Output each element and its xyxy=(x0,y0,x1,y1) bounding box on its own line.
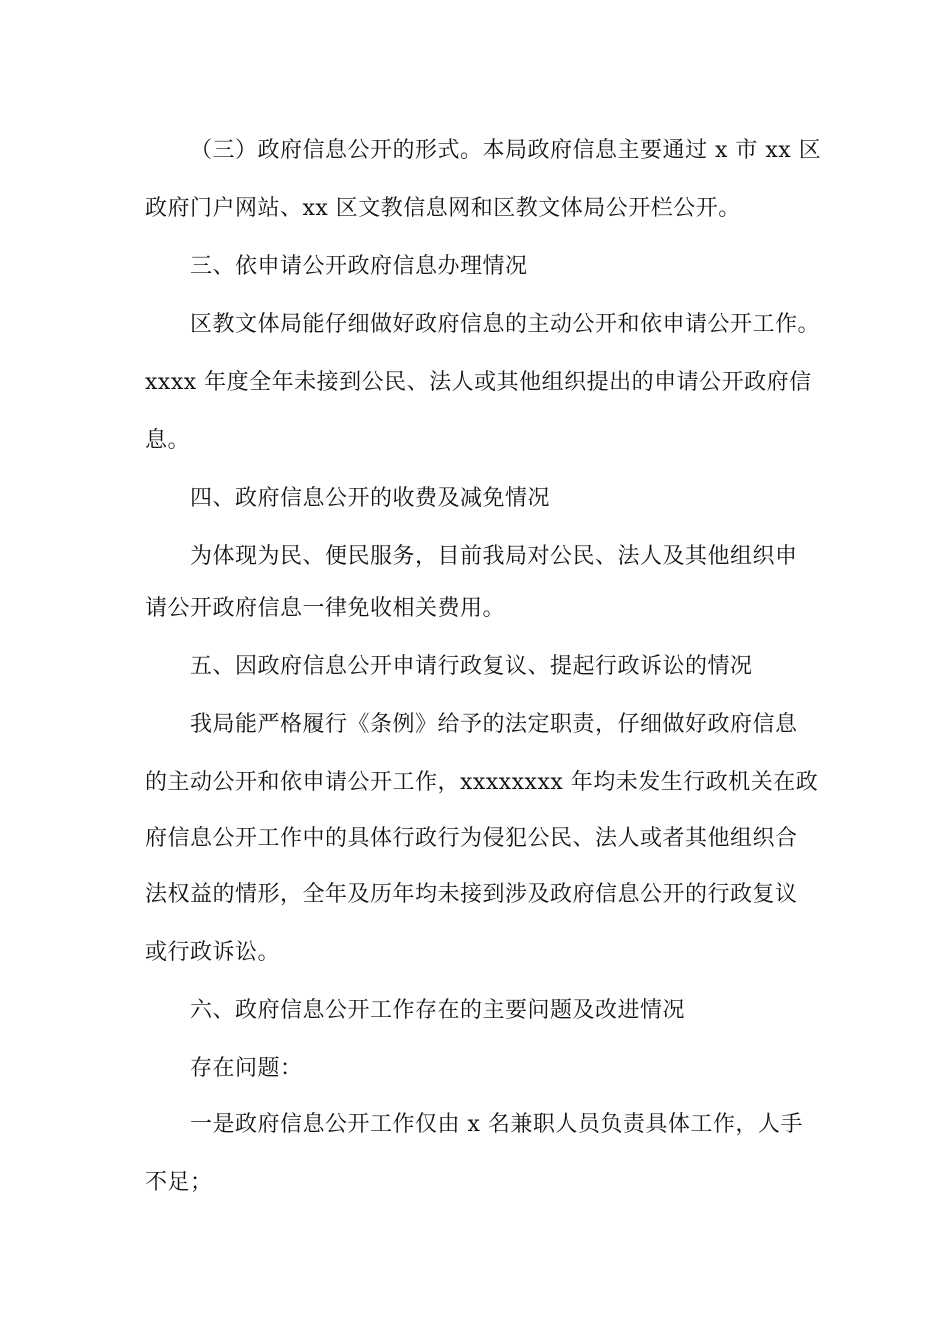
paragraph-application-line-2: xxxx 年度全年未接到公民、法人或其他组织提出的申请公开政府信 xyxy=(145,370,812,395)
paragraph-application-line-1: 区教文体局能仔细做好政府信息的主动公开和依申请公开工作。 xyxy=(190,312,821,337)
paragraph-application-line-3: 息。 xyxy=(145,428,191,453)
section-heading-4: 四、政府信息公开的收费及减免情况 xyxy=(190,486,551,511)
paragraph-problem-1-line-2: 不足； xyxy=(145,1170,213,1195)
paragraph-fees-line-2: 请公开政府信息一律免收相关费用。 xyxy=(145,596,506,621)
paragraph-review-line-2: 的主动公开和依申请公开工作，xxxxxxxx 年均未发生行政机关在政 xyxy=(145,770,819,795)
paragraph-review-line-1: 我局能严格履行《条例》给予的法定职责，仔细做好政府信息 xyxy=(190,712,798,737)
paragraph-review-line-4: 法权益的情形，全年及历年均未接到涉及政府信息公开的行政复议 xyxy=(145,882,798,907)
paragraph-publication-form-line-1: （三）政府信息公开的形式。本局政府信息主要通过 x 市 xx 区 xyxy=(190,138,822,163)
section-heading-3: 三、依申请公开政府信息办理情况 xyxy=(190,254,528,279)
paragraph-publication-form-line-2: 政府门户网站、xx 区文教信息网和区教文体局公开栏公开。 xyxy=(145,196,741,221)
paragraph-review-line-5: 或行政诉讼。 xyxy=(145,940,281,965)
section-heading-6: 六、政府信息公开工作存在的主要问题及改进情况 xyxy=(190,998,686,1023)
paragraph-problem-1-line-1: 一是政府信息公开工作仅由 x 名兼职人员负责具体工作，人手 xyxy=(190,1112,803,1137)
section-heading-5: 五、因政府信息公开申请行政复议、提起行政诉讼的情况 xyxy=(190,654,753,679)
paragraph-fees-line-1: 为体现为民、便民服务，目前我局对公民、法人及其他组织申 xyxy=(190,544,798,569)
paragraph-review-line-3: 府信息公开工作中的具体行政行为侵犯公民、法人或者其他组织合 xyxy=(145,826,798,851)
subheading-problems: 存在问题： xyxy=(190,1056,303,1081)
